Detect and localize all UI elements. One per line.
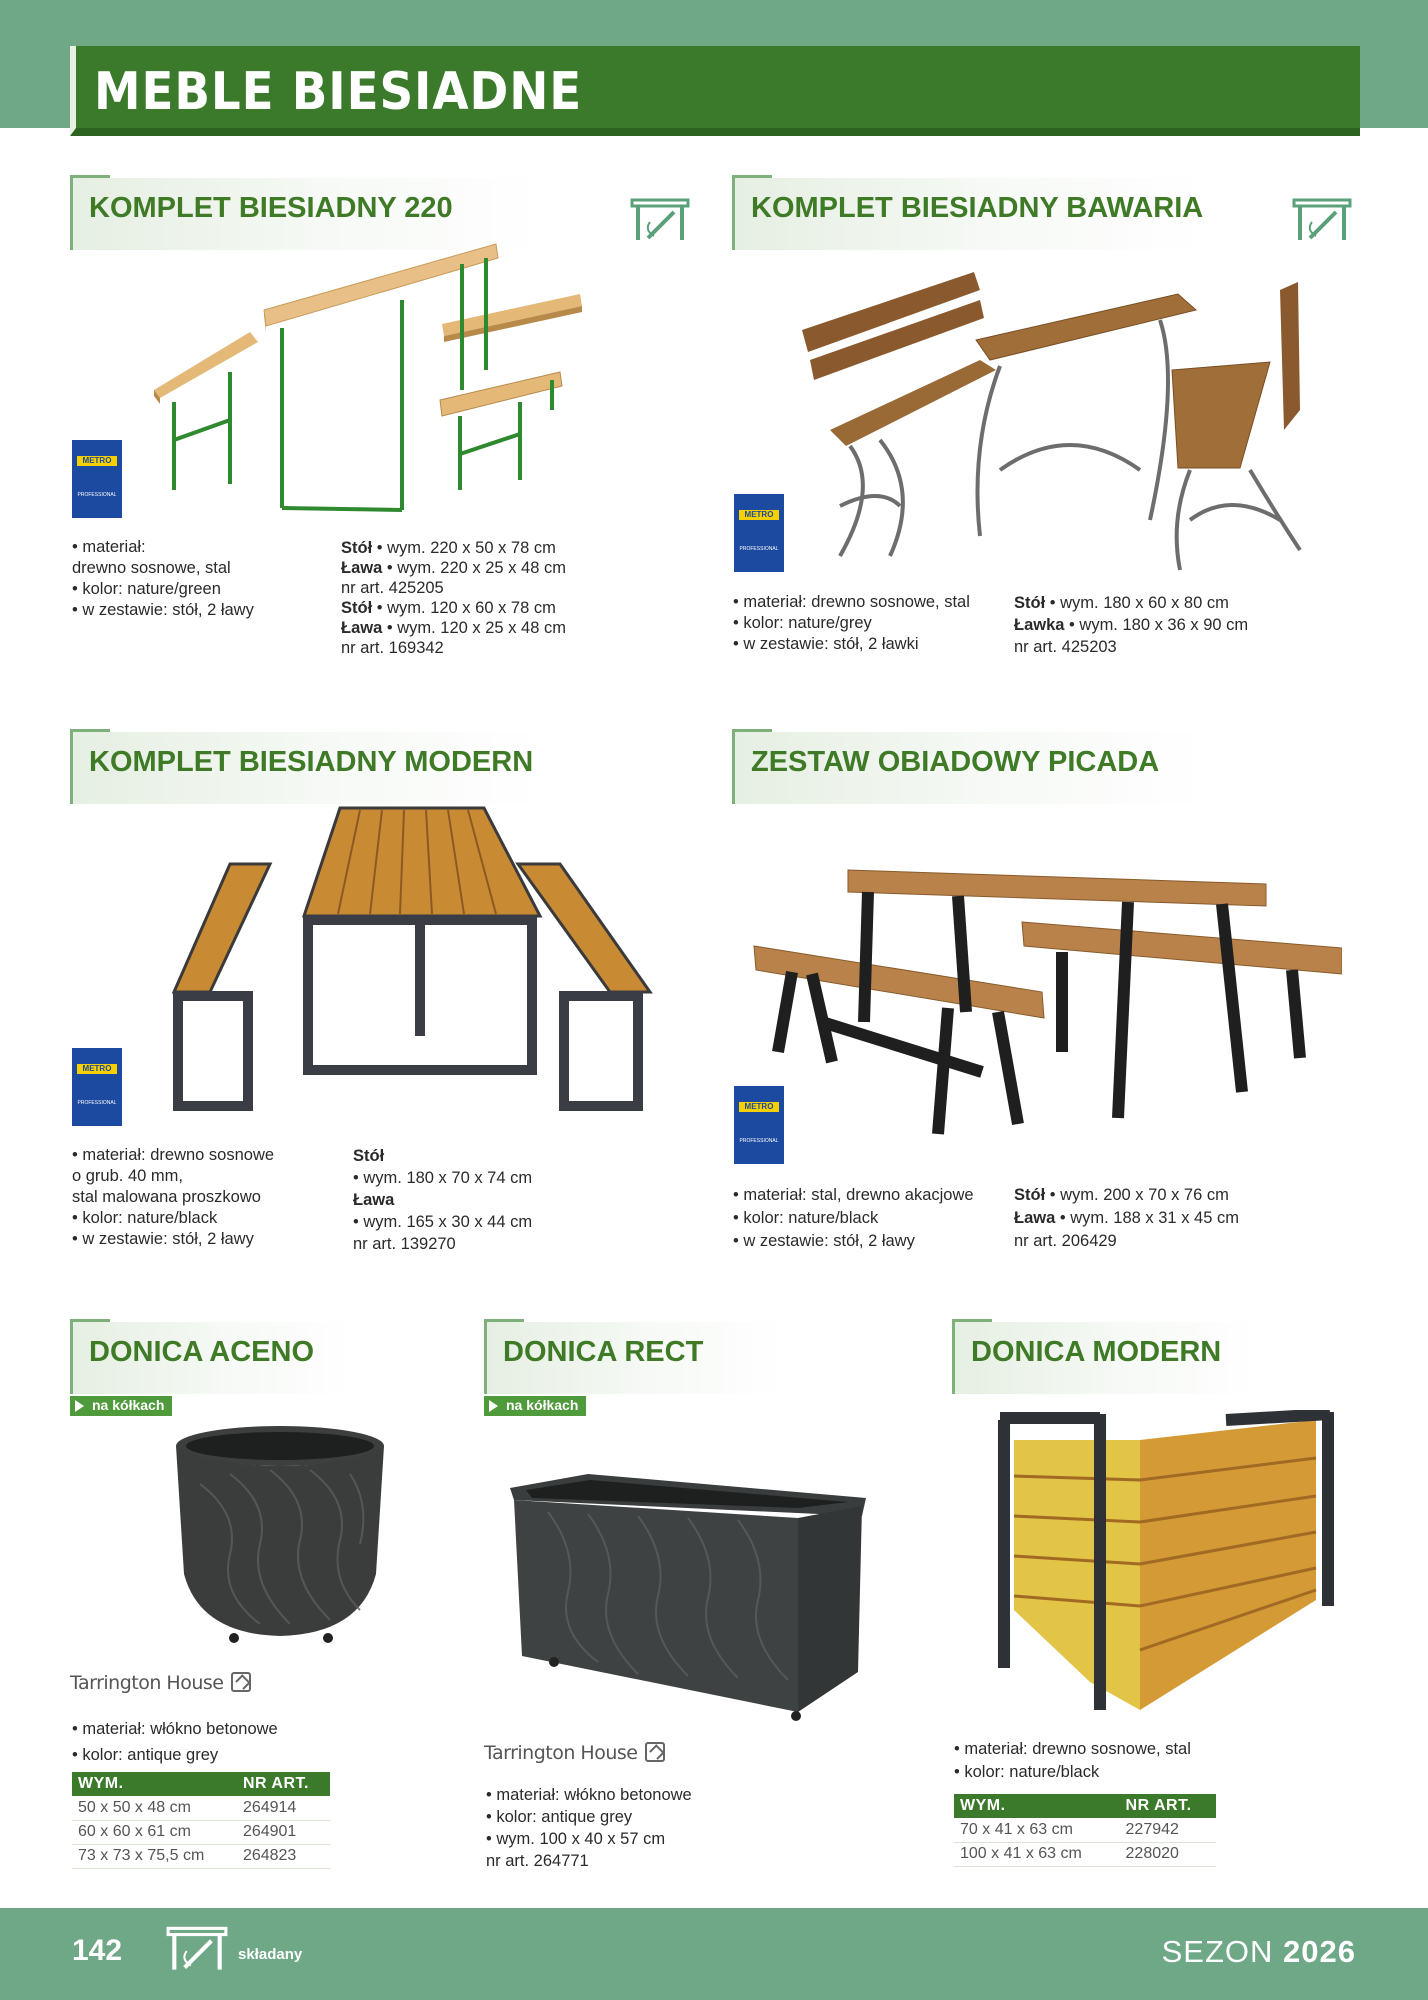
col-header: NR ART.	[237, 1772, 330, 1796]
metro-logo-subtext: PROFESSIONAL	[739, 546, 779, 552]
metro-logo-text: METRO	[77, 1064, 117, 1074]
wheels-badge: na kółkach	[484, 1396, 586, 1416]
metro-logo-text: METRO	[739, 510, 779, 520]
spec-line: Stół • wym. 200 x 70 x 76 cm	[1014, 1186, 1229, 1204]
feature-line: o grub. 40 mm,	[72, 1167, 183, 1185]
wooden-planter-image	[990, 1410, 1340, 1720]
spec-line: Ława • wym. 220 x 25 x 48 cm	[341, 559, 566, 577]
feature-line: • materiał: włókno betonowe	[486, 1784, 692, 1806]
feature-line: • materiał: drewno sosnowe, stal	[954, 1738, 1191, 1761]
page-title: MEBLE BIESIADNE	[94, 62, 583, 122]
metro-professional-logo	[734, 1086, 784, 1164]
spec-line: • wym. 180 x 70 x 74 cm	[353, 1169, 533, 1187]
product-features-donica-modern	[954, 1738, 1191, 1784]
product-features-aceno	[72, 1716, 278, 1768]
feature-line: • materiał: drewno sosnowe, stal	[733, 592, 970, 613]
table-row: 60 x 60 x 61 cm 264901	[72, 1820, 330, 1844]
section-title: DONICA ACENO	[89, 1336, 315, 1368]
product-features-rect	[486, 1784, 692, 1872]
product-specs-bawaria	[1014, 592, 1248, 658]
picada-set-image	[752, 862, 1342, 1142]
table-row: 100 x 41 x 63 cm 228020	[954, 1842, 1216, 1866]
wheels-badge: na kółkach	[70, 1396, 172, 1416]
folding-table-icon	[628, 196, 692, 244]
section-header-modern	[70, 732, 700, 804]
metro-logo-text: METRO	[739, 1102, 779, 1112]
section-header-bawaria	[732, 178, 1362, 250]
feature-line: • kolor: nature/black	[954, 1761, 1191, 1784]
metro-logo-subtext: PROFESSIONAL	[739, 1138, 779, 1144]
table-header-row	[72, 1772, 330, 1796]
col-header: NR ART.	[1120, 1794, 1216, 1818]
house-icon	[231, 1672, 251, 1692]
feature-line: stal malowana proszkowo	[72, 1188, 261, 1206]
spec-line: nr art. 425203	[1014, 638, 1117, 656]
rectangular-planter-image	[508, 1472, 868, 1722]
feature-line: • kolor: nature/grey	[733, 613, 970, 634]
product-features-picada	[733, 1184, 974, 1253]
metro-logo-subtext: PROFESSIONAL	[77, 492, 117, 498]
feature-line: • materiał: drewno sosnowe	[72, 1145, 274, 1166]
feature-line: drewno sosnowe, stal	[72, 559, 231, 577]
table-header-row	[954, 1794, 1216, 1818]
spec-line: Ława • wym. 188 x 31 x 45 cm	[1014, 1209, 1239, 1227]
metro-logo-subtext: PROFESSIONAL	[77, 1100, 117, 1106]
section-title: ZESTAW OBIADOWY PICADA	[751, 746, 1160, 778]
feature-line: • materiał: włókno betonowe	[72, 1716, 278, 1742]
spec-line: nr art. 139270	[353, 1235, 456, 1253]
metro-professional-logo	[72, 1048, 122, 1126]
metro-professional-logo	[734, 494, 784, 572]
metro-logo-text: METRO	[77, 456, 117, 466]
metro-professional-logo	[72, 440, 122, 518]
col-header: WYM.	[72, 1772, 237, 1796]
feature-line: • w zestawie: stół, 2 ławy	[733, 1230, 974, 1253]
feature-line: • wym. 100 x 40 x 57 cm	[486, 1828, 692, 1850]
feature-line: • kolor: nature/black	[733, 1207, 974, 1230]
feature-line: • kolor: nature/black	[72, 1208, 274, 1229]
section-title: KOMPLET BIESIADNY 220	[89, 192, 453, 224]
feature-line: • kolor: antique grey	[486, 1806, 692, 1828]
product-specs-220	[341, 538, 566, 658]
round-planter-image	[170, 1424, 390, 1646]
section-header-rect	[484, 1322, 884, 1394]
spec-line: Stół • wym. 220 x 50 x 78 cm	[341, 539, 556, 557]
folding-table-icon	[1290, 196, 1354, 244]
spec-line: Ławka • wym. 180 x 36 x 90 cm	[1014, 616, 1249, 634]
table-row: 70 x 41 x 63 cm 227942	[954, 1818, 1216, 1842]
spec-line: Stół • wym. 180 x 60 x 80 cm	[1014, 594, 1229, 612]
feature-line: • w zestawie: stół, 2 ławy	[72, 600, 254, 621]
section-header-picada	[732, 732, 1362, 804]
spec-line: Ława	[353, 1191, 395, 1209]
spec-line: nr art. 169342	[341, 639, 444, 657]
spec-line: Stół • wym. 120 x 60 x 78 cm	[341, 599, 556, 617]
spec-line: • wym. 165 x 30 x 44 cm	[353, 1213, 533, 1231]
tarrington-house-logo: Tarrington House	[484, 1742, 665, 1764]
product-specs-picada	[1014, 1184, 1239, 1253]
section-title: KOMPLET BIESIADNY MODERN	[89, 746, 534, 778]
section-title: KOMPLET BIESIADNY BAWARIA	[751, 192, 1204, 224]
beer-table-set-image	[150, 240, 590, 520]
article-number: nr art. 264771	[486, 1852, 589, 1870]
table-row: 50 x 50 x 48 cm 264914	[72, 1796, 330, 1820]
spec-line: nr art. 425205	[341, 579, 444, 597]
spec-line: Ława • wym. 120 x 25 x 48 cm	[341, 619, 566, 637]
feature-line: • materiał:	[72, 537, 254, 558]
aceno-size-table	[72, 1772, 330, 1869]
page-number: 142	[72, 1934, 123, 1967]
section-header-aceno	[70, 1322, 450, 1394]
donica-modern-size-table	[954, 1794, 1216, 1867]
table-row: 73 x 73 x 75,5 cm 264823	[72, 1844, 330, 1868]
bawaria-set-image	[800, 270, 1310, 580]
section-header-donica-modern	[952, 1322, 1362, 1394]
product-features-modern	[72, 1145, 274, 1250]
section-title: DONICA RECT	[503, 1336, 704, 1368]
tarrington-house-logo: Tarrington House	[70, 1672, 251, 1694]
spec-line: nr art. 206429	[1014, 1232, 1117, 1250]
season-label: SEZON 2026	[1161, 1934, 1356, 1969]
page-title-banner	[70, 46, 1360, 136]
product-specs-modern	[353, 1145, 532, 1255]
section-title: DONICA MODERN	[971, 1336, 1222, 1368]
fold-legend-label: składany	[238, 1946, 303, 1963]
footer	[0, 1908, 1428, 2000]
product-features-bawaria	[733, 592, 970, 655]
folding-table-icon	[164, 1924, 230, 1974]
feature-line: • kolor: nature/green	[72, 579, 254, 600]
house-icon	[645, 1742, 665, 1762]
col-header: WYM.	[954, 1794, 1120, 1818]
feature-line: • kolor: antique grey	[72, 1742, 278, 1768]
feature-line: • materiał: stal, drewno akacjowe	[733, 1184, 974, 1207]
product-features-220	[72, 537, 254, 621]
modern-set-image	[170, 806, 660, 1116]
feature-line: • w zestawie: stół, 2 ławki	[733, 634, 970, 655]
spec-line: Stół	[353, 1147, 385, 1165]
feature-line: • w zestawie: stół, 2 ławy	[72, 1229, 274, 1250]
